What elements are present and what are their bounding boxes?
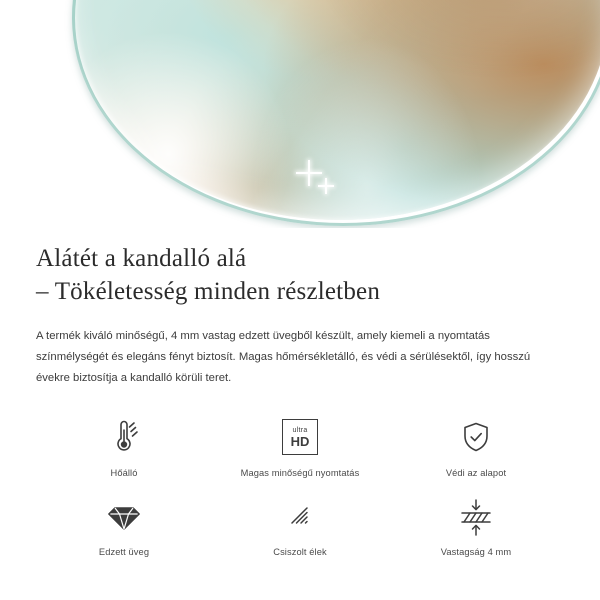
feature-label: Hőálló — [110, 468, 138, 478]
feature-item-heat-resistant — [36, 415, 212, 478]
feature-label: Védi az alapot — [445, 468, 507, 478]
content-area — [0, 242, 600, 557]
ultra-hd-icon — [282, 415, 318, 459]
page-title — [36, 242, 564, 308]
feature-item-thickness — [388, 494, 564, 557]
feature-label: Magas minőségű nyomtatás — [240, 468, 360, 478]
diamond-icon — [102, 494, 146, 538]
thickness-icon — [454, 494, 498, 538]
feature-item-surface-protection — [388, 415, 564, 478]
feature-item-print-quality — [212, 415, 388, 478]
feature-item-polished-edges — [212, 494, 388, 557]
ultra-hd-top-text: ultra — [292, 426, 308, 434]
feature-item-tempered-glass — [36, 494, 212, 557]
feature-label: Vastagság 4 mm — [440, 547, 512, 557]
polished-edges-icon — [280, 494, 320, 538]
shield-check-icon — [456, 415, 496, 459]
headline-line-1: Alátét a kandalló alá — [36, 245, 247, 272]
headline-line-2: – Tökéletesség minden részletben — [36, 278, 381, 305]
round-glass-product-image — [72, 0, 600, 220]
feature-label: Edzett üveg — [98, 547, 150, 557]
ultra-hd-bottom-text: HD — [290, 433, 310, 449]
product-description: A termék kiváló minőségű, 4 mm vastag edzett üvegből készült, amely kiemeli a nyomtatás színmélységét és elegáns fényt biztosít. Magas hőmérsékletálló, és védi a sérülésektől, így hosszú évekre biztosítja a kandalló körüli teret. — [36, 330, 531, 384]
hero-image — [0, 0, 600, 228]
feature-grid — [36, 415, 564, 557]
thermometer-icon — [104, 415, 144, 459]
feature-label: Csiszolt élek — [273, 547, 327, 557]
